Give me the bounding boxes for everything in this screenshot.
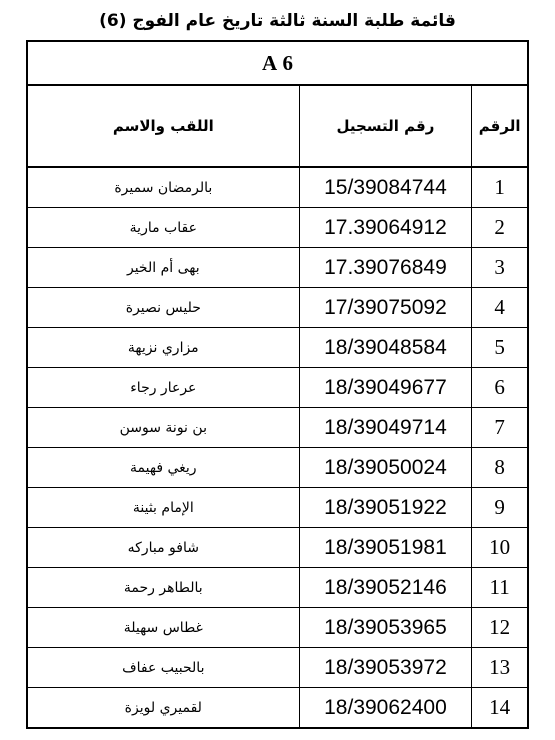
row-name: لقميري لويزة	[27, 688, 299, 729]
header-registration: رقم التسجيل	[299, 85, 472, 167]
header-name: اللقب والاسم	[27, 85, 299, 167]
row-number: 10	[472, 528, 528, 568]
row-name: الإمام بثينة	[27, 488, 299, 528]
page-title: قائمة طلبة السنة ثالثة تاريخ عام الفوج (6)	[99, 11, 456, 31]
row-name: ريغي فهيمة	[27, 448, 299, 488]
table-row	[27, 568, 528, 608]
header-number: الرقم	[472, 85, 528, 167]
row-number: 13	[472, 648, 528, 688]
row-registration: 18/39053972	[299, 648, 472, 688]
table-row	[27, 208, 528, 248]
row-name: شافو مباركه	[27, 528, 299, 568]
row-registration: 17/39075092	[299, 288, 472, 328]
row-registration: 17.39076849	[299, 248, 472, 288]
table-row	[27, 528, 528, 568]
table-row	[27, 648, 528, 688]
table-row	[27, 608, 528, 648]
row-registration: 18/39062400	[299, 688, 472, 729]
row-name: مزاري نزيهة	[27, 328, 299, 368]
roster-body	[27, 167, 528, 728]
row-number: 11	[472, 568, 528, 608]
group-label: 6 A	[27, 41, 528, 85]
group-row	[27, 41, 528, 85]
header-row	[27, 85, 528, 167]
row-name: حليس نصيرة	[27, 288, 299, 328]
row-name: بن نونة سوسن	[27, 408, 299, 448]
row-registration: 15/39084744	[299, 167, 472, 208]
table-row	[27, 488, 528, 528]
row-number: 12	[472, 608, 528, 648]
row-registration: 18/39050024	[299, 448, 472, 488]
table-row	[27, 368, 528, 408]
row-registration: 18/39052146	[299, 568, 472, 608]
row-name: بالطاهر رحمة	[27, 568, 299, 608]
row-registration: 18/39049677	[299, 368, 472, 408]
row-number: 9	[472, 488, 528, 528]
row-number: 1	[472, 167, 528, 208]
table-row	[27, 328, 528, 368]
row-name: عرعار رجاء	[27, 368, 299, 408]
row-registration: 18/39051981	[299, 528, 472, 568]
table-row	[27, 167, 528, 208]
row-name: عقاب مارية	[27, 208, 299, 248]
row-number: 14	[472, 688, 528, 729]
row-number: 8	[472, 448, 528, 488]
row-number: 6	[472, 368, 528, 408]
row-number: 3	[472, 248, 528, 288]
row-registration: 18/39051922	[299, 488, 472, 528]
table-row	[27, 288, 528, 328]
row-number: 5	[472, 328, 528, 368]
table-row	[27, 448, 528, 488]
table-row	[27, 248, 528, 288]
table-row	[27, 408, 528, 448]
row-registration: 17.39064912	[299, 208, 472, 248]
student-roster-table	[26, 40, 529, 729]
row-registration: 18/39053965	[299, 608, 472, 648]
row-number: 2	[472, 208, 528, 248]
row-registration: 18/39048584	[299, 328, 472, 368]
row-registration: 18/39049714	[299, 408, 472, 448]
table-row	[27, 688, 528, 729]
row-name: بالحبيب عفاف	[27, 648, 299, 688]
row-number: 4	[472, 288, 528, 328]
row-name: بالرمضان سميرة	[27, 167, 299, 208]
row-number: 7	[472, 408, 528, 448]
row-name: بهى أم الخير	[27, 248, 299, 288]
row-name: غطاس سهيلة	[27, 608, 299, 648]
